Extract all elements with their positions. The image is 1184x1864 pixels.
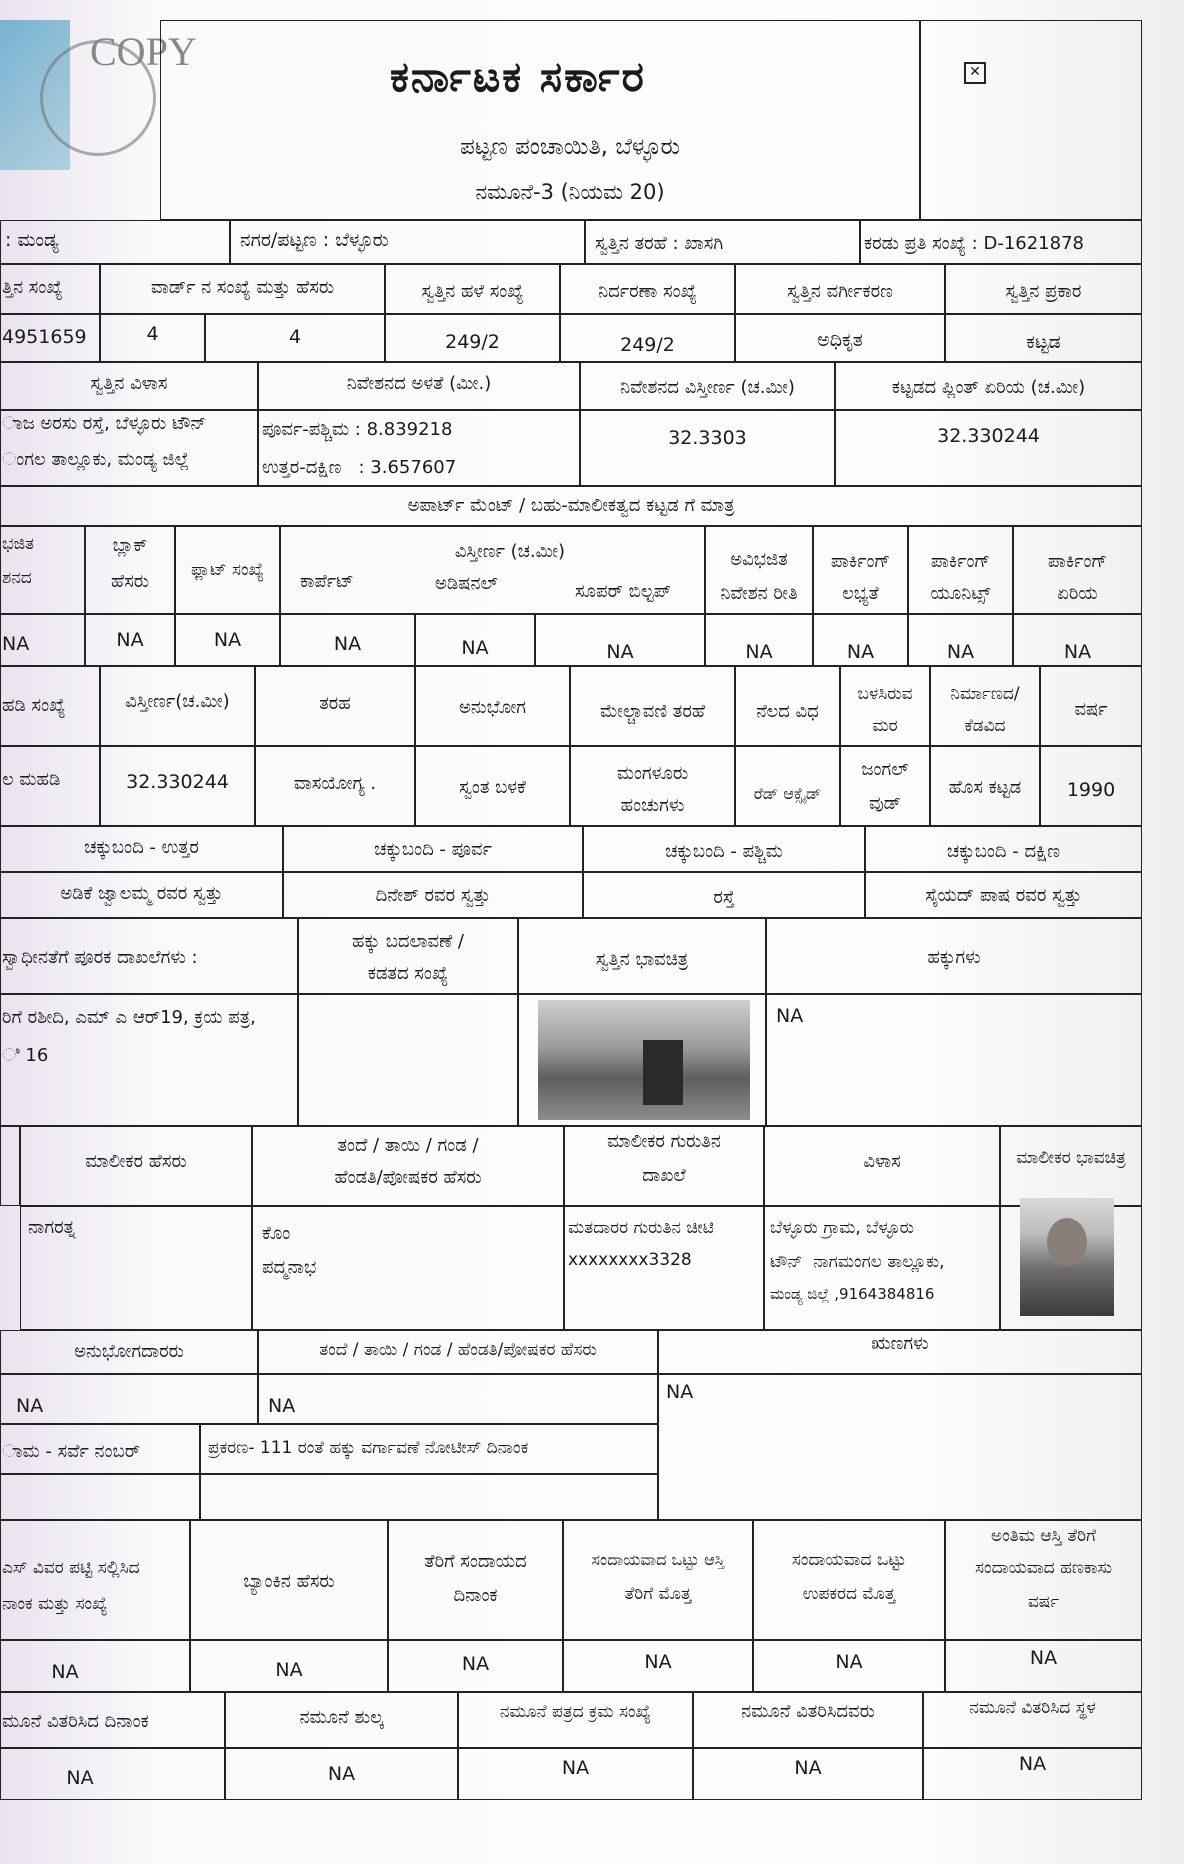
year: 1990 [1066, 779, 1116, 801]
floor-type: ವಾಸಯೋಗ್ಯ . [293, 773, 377, 794]
apt-val-6: NA [745, 641, 773, 663]
h-photo: ಸ್ವತ್ತಿನ ಭಾವಚಿತ್ರ [595, 949, 689, 970]
h-flat: ಫ್ಲಾಟ್ ಸಂಖ್ಯೆ [191, 560, 264, 580]
h-north: ಚಕ್ಕುಬಂದಿ - ಉತ್ತರ [84, 837, 199, 858]
col-property-no: ತ್ತಿನ ಸಂಖ್ಯೆ [2, 277, 63, 298]
plinth-area: 32.330244 [937, 425, 1040, 447]
h-floor-type: ತರಹ [319, 693, 351, 714]
col-site-area: ನಿವೇಶನದ ವಿಸ್ತೀರ್ಣ (ಚ.ಮೀ) [620, 377, 795, 398]
h-wood-2: ಮರ [872, 716, 898, 736]
col-address: ಸ್ವತ್ತಿನ ವಿಳಾಸ [90, 373, 168, 394]
owner-address: ಬೆಳ್ಳೂರು ಗ್ರಾಮ, ಬೆಳ್ಳೂರು [770, 1218, 915, 1238]
h-cess-2: ಉಪಕರದ ಮೊತ್ತ [802, 1584, 896, 1604]
form-number: ನಮೂನೆ-3 (ನಿಯಮ 20) [475, 180, 665, 204]
h-flooring: ನೆಲದ ವಿಧ [756, 701, 819, 722]
h-change: ಹಕ್ಕು ಬದಲಾವಣೆ / [351, 931, 464, 952]
h-owner-name: ಮಾಲೀಕರ ಹೆಸರು [85, 1151, 187, 1172]
h-park-area: ಏರಿಯ [1057, 583, 1098, 604]
tax-val-1: NA [275, 1659, 303, 1681]
h-built: ನಿರ್ಮಾಣದ/ [950, 684, 1020, 704]
h-issue-date: ಮೂನೆ ವಿತರಿಸಿದ ದಿನಾಂಕ [2, 1711, 149, 1732]
floor-no: ಲ ಮಹಡಿ [2, 769, 61, 790]
issue-val-2: NA [561, 1757, 590, 1779]
h-tax-amount: ಸಂದಾಯವಾದ ಒಟ್ಟು ಆಸ್ತಿ [591, 1550, 725, 1569]
h-tax-amount-2: ತೆರಿಗೆ ಮೊತ್ತ [624, 1584, 692, 1604]
issue-val-3: NA [794, 1757, 822, 1779]
town: ನಗರ/ಪಟ್ಟಣ : ಬೆಳ್ಳೂರು [240, 229, 389, 251]
h-docs: ಸ್ವಾಧೀನತೆಗೆ ಪೂರಕ ದಾಖಲೆಗಳು : [2, 947, 198, 968]
h-issue-place: ನಮೂನೆ ವಿತರಿಸಿದ ಸ್ಥಳ [969, 1698, 1096, 1718]
tax-val-4: NA [835, 1651, 863, 1673]
east: ದಿನೇಶ್ ರವರ ಸ್ವತ್ತು [375, 885, 491, 906]
wood: ಜಂಗಲ್ [861, 759, 909, 780]
h-park-3: ಪಾರ್ಕಿಂಗ್ [1047, 551, 1108, 572]
apt-val-4: NA [461, 637, 489, 659]
ward-no: 4 [146, 323, 159, 345]
tax-val-2: NA [461, 1653, 490, 1675]
owner-address-2: ಟೌನ್ ನಾಗಮಂಗಲ ತಾಲ್ಲೂಕು, [770, 1252, 945, 1272]
h-super: ಸೂಪರ್ ಬಿಲ್ಟಪ್ [575, 581, 672, 602]
h-roof: ಮೇಲ್ಚಾವಣಿ ತರಹೆ [599, 701, 706, 722]
h-park-1: ಪಾರ್ಕಿಂಗ್ [830, 551, 891, 572]
form-sheet [0, 10, 1170, 1800]
h-block: ಬ್ಲಾಕ್ [112, 535, 148, 556]
h-built-2: ಕೆಡವಿದ [964, 716, 1006, 736]
h-transfer-notice: ಪ್ರಕರಣ- 111 ರಂತೆ ಹಕ್ಕು ವರ್ಗಾವಣೆ ನೋಟೀಸ್ ದಿನಾಂಕ [208, 1438, 529, 1458]
apt-val-7: NA [846, 641, 875, 663]
built: ಹೊಸ ಕಟ್ಟಡ [948, 777, 1022, 798]
ward-name: 4 [288, 326, 302, 348]
docs-list-2: ಿ 16 [2, 1045, 49, 1066]
issue-val-1: NA [327, 1763, 356, 1785]
col-old-no: ಸ್ವತ್ತಿನ ಹಳೆ ಸಂಖ್ಯೆ [421, 281, 524, 302]
h-occupant-parent: ತಂದೆ / ತಾಯಿ / ಗಂಡ / ಹೆಂಡತಿ/ಪೋಷಕರ ಹೆಸರು [319, 1340, 597, 1360]
h-change-2: ಕಡತದ ಸಂಖ್ಯೆ [367, 963, 449, 984]
close-icon[interactable]: ✕ [964, 62, 986, 84]
h-serial: ನಮೂನೆ ಪತ್ರದ ಕ್ರಮ ಸಂಖ್ಯೆ [500, 1702, 651, 1722]
h-usage: ಅನುಭೋಗ [458, 697, 526, 718]
h-year: ವರ್ಷ [1074, 699, 1108, 720]
old-no: 249/2 [445, 331, 500, 353]
h-wood: ಬಳಸಿರುವ [857, 684, 913, 704]
h-owner-id: ಮಾಲೀಕರ ಗುರುತಿನ [607, 1131, 721, 1152]
east-west: ಪೂರ್ವ-ಪಶ್ಚಿಮ : 8.839218 [262, 419, 453, 440]
owner-name: ನಾಗರತ್ನ [28, 1217, 76, 1238]
col-kind: ಸ್ವತ್ತಿನ ಪ್ರಕಾರ [1005, 281, 1082, 302]
h-final-year-3: ವರ್ಷ [1027, 1592, 1060, 1612]
copy-stamp: COPY [90, 29, 197, 74]
owner-address-3: ಮಂಡ್ಯ ಜಿಲ್ಲೆ ,9164384816 [770, 1285, 935, 1303]
tax-val-5: NA [1029, 1647, 1058, 1669]
property-type: ಸ್ವತ್ತಿನ ತರಹೆ : ಖಾಸಗಿ [595, 233, 724, 254]
h-additional: ಅಡಿಷನಲ್ [435, 573, 498, 594]
h-undiv-2: ನಿವೇಶನ ರೀತಿ [720, 583, 798, 604]
occupant-parent: NA [268, 1395, 296, 1417]
owner-id: ಮತದಾರರ ಗುರುತಿನ ಚೀಟಿ [568, 1218, 714, 1238]
h-final-year: ಅಂತಿಮ ಆಸ್ತಿ ತೆರಿಗೆ [991, 1526, 1096, 1546]
h-east: ಚಕ್ಕುಬಂದಿ - ಪೂರ್ವ [374, 839, 492, 860]
h-floor-area: ವಿಸ್ತೀರ್ಣ(ಚ.ಮೀ) [125, 691, 230, 712]
h-block-2: ಹೆಸರು [111, 571, 149, 592]
h-area: ವಿಸ್ತೀರ್ಣ (ಚ.ಮೀ) [454, 541, 566, 562]
tax-val-3: NA [644, 1651, 672, 1673]
h-undiv: ಅವಿಭಜಿತ [730, 549, 788, 570]
classification: ಅಧಿಕೃತ [817, 329, 863, 351]
wood-2: ವುಡ್ [869, 793, 901, 814]
apartment-banner: ಅಪಾರ್ಟ್ ಮೆಂಟ್ / ಬಹು-ಮಾಲೀಕತ್ವದ ಕಟ್ಟಡ ಗೆ ಮಾತ್ರ [407, 495, 735, 516]
roof-2: ಹಂಚುಗಳು [620, 795, 685, 816]
owner-photo [1020, 1198, 1114, 1316]
h-bank: ಬ್ಯಾಂಕಿನ ಹೆಸರು [243, 1571, 335, 1592]
stamp-area [0, 20, 197, 170]
h-west: ಚಕ್ಕುಬಂದಿ - ಪಶ್ಚಿಮ [665, 841, 783, 862]
liabilities: NA [666, 1381, 694, 1403]
h-park-avail: ಲಭ್ಯತೆ [842, 583, 879, 604]
south: ಸೈಯದ್ ಪಾಷ ರವರ ಸ್ವತ್ತು [925, 885, 1082, 906]
col-ward: ವಾರ್ಡ್ ನ ಸಂಖ್ಯೆ ಮತ್ತು ಹೆಸರು [150, 277, 335, 298]
h-park-2: ಪಾರ್ಕಿಂಗ್ [930, 551, 991, 572]
apt-val-5: NA [606, 641, 634, 663]
header-side-box [920, 20, 1142, 220]
subtitle: ಪಟ್ಟಣ ಪಂಚಾಯಿತಿ, ಬೆಳ್ಳೂರು [459, 134, 681, 160]
h-owner-parent: ತಂದೆ / ತಾಯಿ / ಗಂಡ / [337, 1135, 479, 1156]
owner-parent-2: ಪದ್ಮನಾಭ [262, 1257, 317, 1278]
h-tax-date: ತೆರಿಗೆ ಸಂದಾಯದ [424, 1551, 527, 1572]
apt-val-8: NA [946, 641, 975, 663]
docs-list: ರಿಗೆ ರಶೀದಿ, ಎಮ್ ಎ ಆರ್19, ಕ್ರಯ ಪತ್ರ, [2, 1007, 256, 1028]
page-title: ಕರ್ನಾಟಕ ಸರ್ಕಾರ [390, 52, 646, 101]
west: ರಸ್ತೆ [713, 887, 735, 908]
draft-number: ಕರಡು ಪ್ರತಿ ಸಂಖ್ಯೆ : D-1621878 [864, 233, 1084, 254]
h-owner-id-2: ದಾಖಲೆ [642, 1165, 686, 1186]
floor-area: 32.330244 [126, 771, 229, 793]
col-assess-no: ನಿರ್ದರಣಾ ಸಂಖ್ಯೆ [598, 281, 697, 302]
apt-val-3: NA [333, 633, 362, 655]
address-line1: ಾಜ ಅರಸು ರಸ್ತೆ, ಬೆಳ್ಳೂರು ಟೌನ್ [2, 413, 207, 434]
rights: NA [776, 1005, 804, 1027]
h-final-year-2: ಸಂದಾಯವಾದ ಹಣಕಾಸು [975, 1558, 1112, 1578]
h-owner-photo: ಮಾಲೀಕರ ಭಾವಚಿತ್ರ [1016, 1148, 1126, 1168]
property-photo [538, 1000, 750, 1120]
district: : ಮಂಡ್ಯ [5, 229, 59, 251]
h-survey-no: ಾಮ - ಸರ್ವೆ ನಂಬರ್ [2, 1441, 141, 1462]
col-plinth: ಕಟ್ಟಡದ ಪ್ಲಿಂತ್ ಏರಿಯ (ಚ.ಮೀ) [891, 377, 1086, 398]
h-cess: ಸಂದಾಯವಾದ ಒಟ್ಟು [791, 1550, 907, 1570]
h-liabilities: ಋಣಗಳು [871, 1333, 929, 1354]
h-undiv-site: ಭಜಿತ [2, 534, 35, 554]
col-class: ಸ್ವತ್ತಿನ ವರ್ಗೀಕರಣ [787, 281, 893, 302]
apt-val-0: NA [2, 633, 30, 655]
col-site-dim: ನಿವೇಶನದ ಅಳತೆ (ಮೀ.) [346, 373, 492, 394]
issue-val-4: NA [1018, 1753, 1047, 1775]
north-south: ಉತ್ತರ-ದಕ್ಷಿಣ : 3.657607 [262, 457, 457, 478]
h-floor-no: ಹಡಿ ಸಂಖ್ಯೆ [2, 695, 66, 716]
flooring: ರೆಡ್ ಆಕ್ಸೈಡ್ [753, 784, 822, 803]
h-tax-stmt-2: ನಾಂಕ ಮತ್ತು ಸಂಖ್ಯೆ [2, 1594, 108, 1614]
apt-val-9: NA [1063, 641, 1092, 663]
address-line2: ಂಗಲ ತಾಲ್ಲೂಕು, ಮಂಡ್ಯ ಜಿಲ್ಲೆ [2, 449, 190, 470]
site-area: 32.3303 [668, 427, 747, 449]
usage: ಸ್ವಂತ ಬಳಕೆ [459, 777, 526, 798]
h-rights: ಹಕ್ಕುಗಳು [927, 947, 981, 968]
h-owner-parent-2: ಹೆಂಡತಿ/ಪೋಷಕರ ಹೆಸರು [334, 1167, 482, 1188]
h-undiv-site-2: ಶನದ [2, 568, 32, 588]
property-no: 4951659 [2, 326, 87, 348]
h-park-units: ಯೂನಿಟ್ಸ್ [930, 583, 991, 604]
h-issued-by: ನಮೂನೆ ವಿತರಿಸಿದವರು [741, 1701, 875, 1722]
h-south: ಚಕ್ಕುಬಂದಿ - ದಕ್ಷಿಣ [946, 841, 1061, 862]
occupant: NA [16, 1395, 44, 1417]
h-carpet: ಕಾರ್ಪೆಟ್ [300, 571, 354, 592]
h-owner-address: ವಿಳಾಸ [863, 1151, 901, 1172]
h-fee: ನಮೂನೆ ಶುಲ್ಕ [299, 1707, 384, 1728]
apt-val-2: NA [213, 629, 242, 651]
assess-no: 249/2 [620, 334, 675, 356]
north: ಅಡಿಕೆ ಜ್ವಾಲಮ್ಮ ರವರ ಸ್ವತ್ತು [60, 883, 223, 904]
owner-id-2: xxxxxxxx3328 [568, 1250, 692, 1270]
tax-val-0: NA [51, 1661, 79, 1683]
roof: ಮಂಗಳೂರು [616, 763, 689, 784]
owner-parent: ಕೊಂ [262, 1223, 291, 1244]
apt-val-1: NA [116, 629, 144, 651]
h-tax-stmt: ಎಸ್ ವಿವರ ಪಟ್ಟಿ ಸಲ್ಲಿಸಿದ [2, 1558, 140, 1578]
h-tax-date-2: ದಿನಾಂಕ [453, 1585, 498, 1606]
issue-val-0: NA [66, 1767, 94, 1789]
property-kind: ಕಟ್ಟಡ [1026, 331, 1061, 353]
h-occupant: ಅನುಭೋಗದಾರರು [74, 1341, 184, 1362]
